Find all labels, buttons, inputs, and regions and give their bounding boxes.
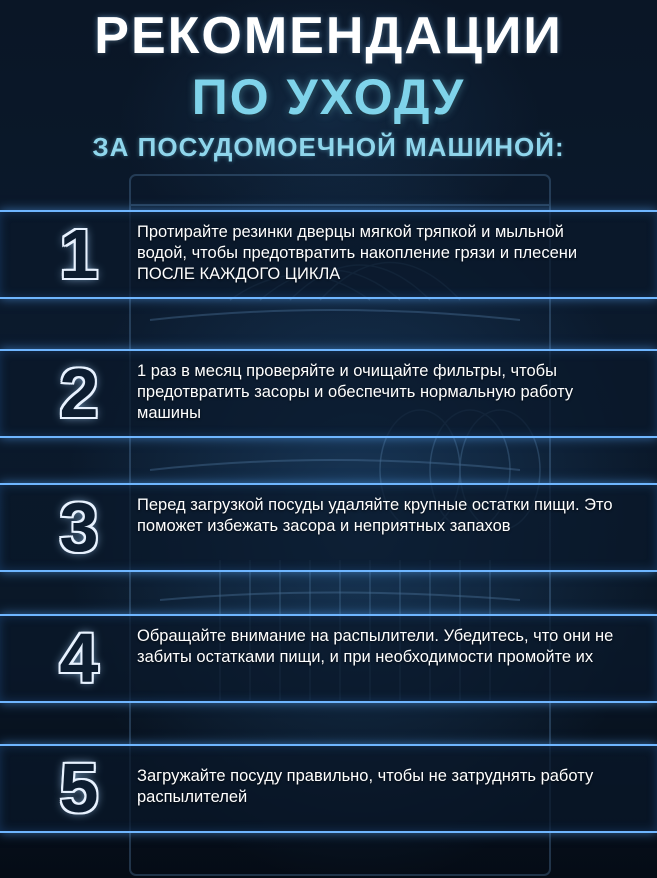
tip-number-4: 4 [59,619,99,697]
tip-number-2: 2 [59,354,99,432]
tip-number-3: 3 [59,488,99,566]
subtitle: ЗА ПОСУДОМОЕЧНОЙ МАШИНОЙ: [92,132,565,162]
tip-number-1: 1 [59,215,99,293]
title-line-2: ПО УХОДУ [191,69,466,125]
tip-text-5: Загружайте посуду правильно, чтобы не затруднять работу распылителей [137,767,594,806]
title-line-1: РЕКОМЕНДАЦИИ [94,7,563,65]
tip-row-1 [0,210,657,299]
tip-number-5: 5 [59,749,99,827]
tip-row-4 [0,614,657,703]
tip-row-5 [0,744,657,833]
tip-text-4: Обращайте внимание на распылители. Убедитесь, что они не забиты остатками пищи, и при необходимости промойте их [137,627,614,666]
tip-row-2 [0,349,657,438]
tip-text-1: Протирайте резинки дверцы мягкой тряпкой и мыльной водой, чтобы предотвратить накопление грязи и плесени ПОСЛЕ КАЖДОГО ЦИКЛА [137,223,578,283]
tip-text-3: Перед загрузкой посуды удаляйте крупные остатки пищи. Это поможет избежать засора и неприятных запахов [137,496,613,535]
tip-text-2: 1 раз в месяц проверяйте и очищайте фильтры, чтобы предотвратить засоры и обеспечить нормальную работу машины [137,362,574,422]
tip-row-3 [0,483,657,572]
